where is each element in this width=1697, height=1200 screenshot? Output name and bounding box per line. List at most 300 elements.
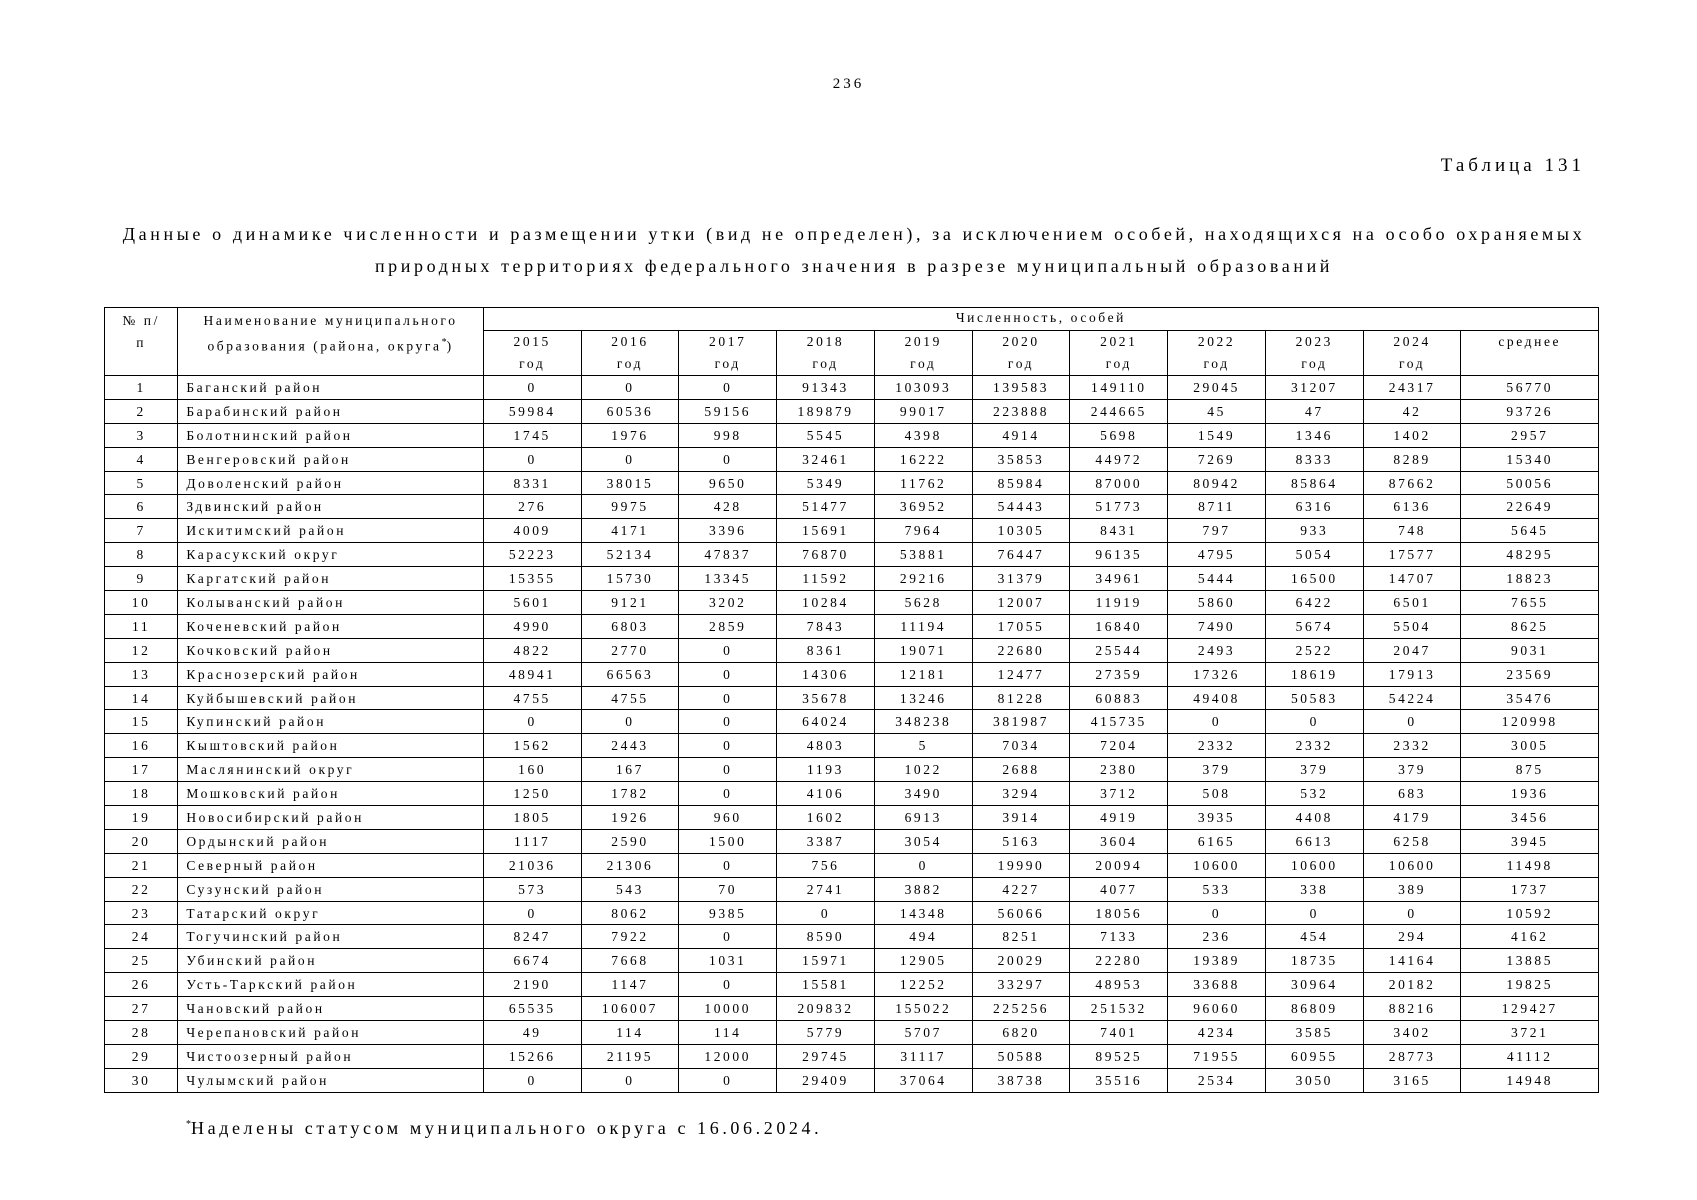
cell-value: 19990: [972, 853, 1070, 877]
cell-value: 7843: [777, 614, 875, 638]
cell-value: 4919: [1070, 806, 1168, 830]
cell-value: 52134: [581, 543, 679, 567]
row-name: Мошковский район: [178, 782, 484, 806]
header-year-2023: [1265, 331, 1363, 376]
row-number: 16: [105, 734, 178, 758]
cell-value: 56066: [972, 901, 1070, 925]
row-number: 4: [105, 447, 178, 471]
cell-value: 32461: [777, 447, 875, 471]
row-name: Кочковский район: [178, 638, 484, 662]
cell-value: 2332: [1168, 734, 1266, 758]
cell-value: 8247: [483, 925, 581, 949]
cell-average: 120998: [1461, 710, 1599, 734]
data-table: [104, 307, 1599, 1093]
cell-value: 3387: [777, 829, 875, 853]
cell-value: 17055: [972, 614, 1070, 638]
header-year-2020: [972, 331, 1070, 376]
cell-value: 10600: [1168, 853, 1266, 877]
header-year-value: 2021: [1100, 334, 1138, 349]
cell-value: 15266: [483, 1044, 581, 1068]
cell-value: 454: [1265, 925, 1363, 949]
header-year-value: 2017: [709, 334, 747, 349]
cell-average: 14948: [1461, 1068, 1599, 1092]
cell-value: 0: [679, 973, 777, 997]
cell-value: 0: [1363, 901, 1461, 925]
table-row: [105, 997, 1599, 1021]
cell-value: 0: [679, 686, 777, 710]
cell-value: 0: [679, 734, 777, 758]
cell-value: 0: [483, 376, 581, 400]
cell-value: 748: [1363, 519, 1461, 543]
row-number: 6: [105, 495, 178, 519]
row-name: Каргатский район: [178, 567, 484, 591]
cell-value: 15355: [483, 567, 581, 591]
header-year-value: 2024: [1393, 334, 1431, 349]
cell-value: 2859: [679, 614, 777, 638]
table-row: [105, 1044, 1599, 1068]
cell-value: 11919: [1070, 591, 1168, 615]
cell-value: 24317: [1363, 376, 1461, 400]
cell-value: 379: [1363, 758, 1461, 782]
cell-value: 0: [1363, 710, 1461, 734]
cell-value: 7964: [874, 519, 972, 543]
header-year-suffix: год: [1301, 356, 1328, 371]
cell-value: 7034: [972, 734, 1070, 758]
cell-value: 12477: [972, 662, 1070, 686]
row-number: 18: [105, 782, 178, 806]
row-number: 9: [105, 567, 178, 591]
cell-value: 6803: [581, 614, 679, 638]
cell-value: 47: [1265, 399, 1363, 423]
row-name: Искитимский район: [178, 519, 484, 543]
cell-value: 3402: [1363, 1021, 1461, 1045]
row-number: 8: [105, 543, 178, 567]
cell-value: 8062: [581, 901, 679, 925]
cell-value: 1031: [679, 949, 777, 973]
cell-value: 21036: [483, 853, 581, 877]
table-row: [105, 567, 1599, 591]
cell-value: 7668: [581, 949, 679, 973]
cell-value: 1250: [483, 782, 581, 806]
cell-average: 22649: [1461, 495, 1599, 519]
cell-value: 294: [1363, 925, 1461, 949]
cell-value: 60955: [1265, 1044, 1363, 1068]
row-name: Ордынский район: [178, 829, 484, 853]
cell-value: 0: [679, 638, 777, 662]
cell-value: 50588: [972, 1044, 1070, 1068]
cell-value: 59984: [483, 399, 581, 423]
header-year-value: 2016: [611, 334, 649, 349]
cell-value: 3294: [972, 782, 1070, 806]
cell-average: 56770: [1461, 376, 1599, 400]
cell-value: 797: [1168, 519, 1266, 543]
cell-value: 6820: [972, 1021, 1070, 1045]
table-row: [105, 973, 1599, 997]
cell-value: 86809: [1265, 997, 1363, 1021]
cell-value: 4398: [874, 423, 972, 447]
cell-value: 16500: [1265, 567, 1363, 591]
cell-value: 0: [874, 853, 972, 877]
table-label: Таблица 131: [1440, 155, 1585, 176]
cell-value: 14348: [874, 901, 972, 925]
cell-value: 7269: [1168, 447, 1266, 471]
cell-value: 4009: [483, 519, 581, 543]
cell-average: 23569: [1461, 662, 1599, 686]
cell-value: 225256: [972, 997, 1070, 1021]
cell-value: 1562: [483, 734, 581, 758]
cell-average: 129427: [1461, 997, 1599, 1021]
header-group: Численность, особей: [483, 308, 1598, 331]
cell-value: 0: [1168, 710, 1266, 734]
cell-value: 4914: [972, 423, 1070, 447]
table-row: [105, 877, 1599, 901]
cell-value: 6422: [1265, 591, 1363, 615]
header-year-2022: [1168, 331, 1266, 376]
cell-value: 22680: [972, 638, 1070, 662]
row-name: Чистоозерный район: [178, 1044, 484, 1068]
header-year-value: 2015: [513, 334, 551, 349]
header-year-2015: [483, 331, 581, 376]
cell-value: 6136: [1363, 495, 1461, 519]
header-year-suffix: год: [812, 356, 839, 371]
cell-value: 52223: [483, 543, 581, 567]
cell-value: 5504: [1363, 614, 1461, 638]
row-number: 12: [105, 638, 178, 662]
cell-value: 1117: [483, 829, 581, 853]
cell-value: 49: [483, 1021, 581, 1045]
cell-value: 236: [1168, 925, 1266, 949]
row-name: Кыштовский район: [178, 734, 484, 758]
cell-value: 3882: [874, 877, 972, 901]
cell-average: 2957: [1461, 423, 1599, 447]
cell-value: 14306: [777, 662, 875, 686]
cell-value: 155022: [874, 997, 972, 1021]
row-name: Новосибирский район: [178, 806, 484, 830]
cell-value: 42: [1363, 399, 1461, 423]
row-number: 14: [105, 686, 178, 710]
row-name: Тогучинский район: [178, 925, 484, 949]
cell-value: 34961: [1070, 567, 1168, 591]
row-name: Черепановский район: [178, 1021, 484, 1045]
cell-value: 2534: [1168, 1068, 1266, 1092]
cell-value: 2770: [581, 638, 679, 662]
cell-value: 12252: [874, 973, 972, 997]
cell-value: 2688: [972, 758, 1070, 782]
row-number: 13: [105, 662, 178, 686]
cell-value: 1022: [874, 758, 972, 782]
cell-average: 4162: [1461, 925, 1599, 949]
cell-value: 4822: [483, 638, 581, 662]
cell-value: 20182: [1363, 973, 1461, 997]
cell-value: 7133: [1070, 925, 1168, 949]
table-row: [105, 949, 1599, 973]
cell-value: 2443: [581, 734, 679, 758]
cell-value: 38015: [581, 471, 679, 495]
cell-value: 348238: [874, 710, 972, 734]
table-row: [105, 399, 1599, 423]
row-number: 25: [105, 949, 178, 973]
cell-value: 5545: [777, 423, 875, 447]
cell-value: 209832: [777, 997, 875, 1021]
cell-value: 4803: [777, 734, 875, 758]
cell-value: 10284: [777, 591, 875, 615]
cell-value: 4106: [777, 782, 875, 806]
cell-value: 0: [581, 710, 679, 734]
cell-value: 0: [679, 853, 777, 877]
cell-value: 2522: [1265, 638, 1363, 662]
cell-value: 0: [1168, 901, 1266, 925]
row-number: 5: [105, 471, 178, 495]
cell-value: 22280: [1070, 949, 1168, 973]
cell-value: 16840: [1070, 614, 1168, 638]
header-year-suffix: год: [616, 356, 644, 371]
cell-value: 18735: [1265, 949, 1363, 973]
cell-value: 85984: [972, 471, 1070, 495]
cell-value: 389: [1363, 877, 1461, 901]
table-row: [105, 519, 1599, 543]
row-number: 2: [105, 399, 178, 423]
cell-value: 87000: [1070, 471, 1168, 495]
cell-value: 4179: [1363, 806, 1461, 830]
cell-value: 5163: [972, 829, 1070, 853]
table-row: [105, 638, 1599, 662]
row-name: Чулымский район: [178, 1068, 484, 1092]
cell-value: 8251: [972, 925, 1070, 949]
cell-value: 4755: [483, 686, 581, 710]
cell-value: 13246: [874, 686, 972, 710]
cell-value: 29045: [1168, 376, 1266, 400]
cell-value: 1147: [581, 973, 679, 997]
header-name-close: ): [446, 338, 454, 354]
header-year-value: 2023: [1295, 334, 1334, 349]
row-name: Маслянинский округ: [178, 758, 484, 782]
row-name: Северный район: [178, 853, 484, 877]
header-year-2019: [874, 331, 972, 376]
cell-value: 160: [483, 758, 581, 782]
cell-value: 4990: [483, 614, 581, 638]
cell-value: 2047: [1363, 638, 1461, 662]
cell-value: 76447: [972, 543, 1070, 567]
cell-value: 189879: [777, 399, 875, 423]
cell-value: 9121: [581, 591, 679, 615]
cell-value: 1805: [483, 806, 581, 830]
cell-value: 5349: [777, 471, 875, 495]
cell-value: 19071: [874, 638, 972, 662]
cell-value: 60536: [581, 399, 679, 423]
cell-average: 18823: [1461, 567, 1599, 591]
cell-value: 14707: [1363, 567, 1461, 591]
cell-value: 3050: [1265, 1068, 1363, 1092]
cell-value: 13345: [679, 567, 777, 591]
row-number: 21: [105, 853, 178, 877]
cell-value: 0: [679, 710, 777, 734]
cell-value: 415735: [1070, 710, 1168, 734]
header-year-suffix: год: [1105, 356, 1132, 371]
cell-value: 9650: [679, 471, 777, 495]
header-year-suffix: год: [1007, 356, 1035, 371]
cell-average: 7655: [1461, 591, 1599, 615]
table-row: [105, 1068, 1599, 1092]
cell-value: 2190: [483, 973, 581, 997]
cell-value: 99017: [874, 399, 972, 423]
cell-value: 12905: [874, 949, 972, 973]
cell-value: 4171: [581, 519, 679, 543]
table-row: [105, 758, 1599, 782]
header-name: [178, 308, 484, 376]
cell-value: 11762: [874, 471, 972, 495]
cell-value: 5674: [1265, 614, 1363, 638]
cell-value: 0: [679, 662, 777, 686]
cell-value: 0: [777, 901, 875, 925]
cell-value: 5628: [874, 591, 972, 615]
table-row: [105, 662, 1599, 686]
cell-value: 0: [581, 447, 679, 471]
cell-value: 532: [1265, 782, 1363, 806]
cell-value: 960: [679, 806, 777, 830]
cell-average: 5645: [1461, 519, 1599, 543]
row-name: Чановский район: [178, 997, 484, 1021]
cell-value: 45: [1168, 399, 1266, 423]
row-name: Краснозерский район: [178, 662, 484, 686]
cell-value: 29745: [777, 1044, 875, 1068]
cell-value: 31117: [874, 1044, 972, 1068]
row-number: 23: [105, 901, 178, 925]
row-number: 15: [105, 710, 178, 734]
table-row: [105, 782, 1599, 806]
cell-value: 428: [679, 495, 777, 519]
cell-value: 54224: [1363, 686, 1461, 710]
document-title: Данные о динамике численности и размещении утки (вид не определен), за исключением особей, находящихся на особо охраняемых природных территориях федерального значения в разрезе муниципальный образований: [122, 224, 1586, 276]
cell-value: 21195: [581, 1044, 679, 1068]
cell-average: 13885: [1461, 949, 1599, 973]
cell-value: 12000: [679, 1044, 777, 1068]
cell-value: 28773: [1363, 1044, 1461, 1068]
cell-value: 80942: [1168, 471, 1266, 495]
cell-value: 251532: [1070, 997, 1168, 1021]
cell-value: 18056: [1070, 901, 1168, 925]
row-number: 1: [105, 376, 178, 400]
cell-value: 35678: [777, 686, 875, 710]
row-number: 27: [105, 997, 178, 1021]
cell-value: 7401: [1070, 1021, 1168, 1045]
cell-value: 683: [1363, 782, 1461, 806]
cell-value: 4077: [1070, 877, 1168, 901]
cell-value: 21306: [581, 853, 679, 877]
cell-value: 381987: [972, 710, 1070, 734]
cell-value: 167: [581, 758, 679, 782]
cell-value: 3165: [1363, 1068, 1461, 1092]
cell-average: 19825: [1461, 973, 1599, 997]
cell-value: 2380: [1070, 758, 1168, 782]
header-year-suffix: год: [714, 356, 741, 371]
cell-value: 0: [483, 447, 581, 471]
row-number: 19: [105, 806, 178, 830]
cell-value: 0: [679, 447, 777, 471]
cell-average: 11498: [1461, 853, 1599, 877]
cell-value: 17913: [1363, 662, 1461, 686]
cell-value: 3396: [679, 519, 777, 543]
cell-value: 60883: [1070, 686, 1168, 710]
cell-value: 33297: [972, 973, 1070, 997]
cell-value: 7922: [581, 925, 679, 949]
cell-value: 18619: [1265, 662, 1363, 686]
cell-value: 36952: [874, 495, 972, 519]
cell-value: 8590: [777, 925, 875, 949]
cell-value: 54443: [972, 495, 1070, 519]
header-number-text: № п/п: [122, 313, 160, 350]
cell-value: 48953: [1070, 973, 1168, 997]
cell-average: 10592: [1461, 901, 1599, 925]
cell-value: 29216: [874, 567, 972, 591]
row-name: Болотнинский район: [178, 423, 484, 447]
cell-value: 10000: [679, 997, 777, 1021]
cell-value: 4755: [581, 686, 679, 710]
cell-value: 96060: [1168, 997, 1266, 1021]
cell-value: 8331: [483, 471, 581, 495]
cell-value: 106007: [581, 997, 679, 1021]
cell-value: 223888: [972, 399, 1070, 423]
header-year-suffix: год: [519, 356, 546, 371]
cell-value: 6316: [1265, 495, 1363, 519]
cell-value: 31379: [972, 567, 1070, 591]
cell-value: 3914: [972, 806, 1070, 830]
row-name: Здвинский район: [178, 495, 484, 519]
cell-value: 4227: [972, 877, 1070, 901]
row-name: Коченевский район: [178, 614, 484, 638]
cell-value: 17326: [1168, 662, 1266, 686]
header-year-2018: [777, 331, 875, 376]
cell-value: 7490: [1168, 614, 1266, 638]
cell-value: 31207: [1265, 376, 1363, 400]
cell-value: 0: [1265, 710, 1363, 734]
cell-value: 38738: [972, 1068, 1070, 1092]
cell-value: 3202: [679, 591, 777, 615]
cell-average: 3945: [1461, 829, 1599, 853]
cell-value: 6674: [483, 949, 581, 973]
row-name: Куйбышевский район: [178, 686, 484, 710]
row-name: Купинский район: [178, 710, 484, 734]
cell-value: 1549: [1168, 423, 1266, 447]
cell-value: 8289: [1363, 447, 1461, 471]
cell-value: 48941: [483, 662, 581, 686]
cell-value: 3712: [1070, 782, 1168, 806]
cell-value: 1926: [581, 806, 679, 830]
row-name: Колыванский район: [178, 591, 484, 615]
cell-average: 41112: [1461, 1044, 1599, 1068]
header-year-value: 2022: [1197, 334, 1236, 349]
table-row: [105, 829, 1599, 853]
cell-value: 103093: [874, 376, 972, 400]
cell-average: 9031: [1461, 638, 1599, 662]
header-average: среднее: [1461, 331, 1599, 376]
row-name: Баганский район: [178, 376, 484, 400]
cell-value: 1346: [1265, 423, 1363, 447]
cell-value: 6165: [1168, 829, 1266, 853]
cell-value: 51773: [1070, 495, 1168, 519]
cell-value: 3054: [874, 829, 972, 853]
row-number: 26: [105, 973, 178, 997]
row-name: Татарский округ: [178, 901, 484, 925]
row-number: 28: [105, 1021, 178, 1045]
cell-value: 16222: [874, 447, 972, 471]
cell-value: 87662: [1363, 471, 1461, 495]
header-year-suffix: год: [1398, 356, 1426, 371]
cell-value: 114: [679, 1021, 777, 1045]
cell-value: 1602: [777, 806, 875, 830]
cell-value: 4234: [1168, 1021, 1266, 1045]
cell-value: 2590: [581, 829, 679, 853]
cell-value: 12007: [972, 591, 1070, 615]
